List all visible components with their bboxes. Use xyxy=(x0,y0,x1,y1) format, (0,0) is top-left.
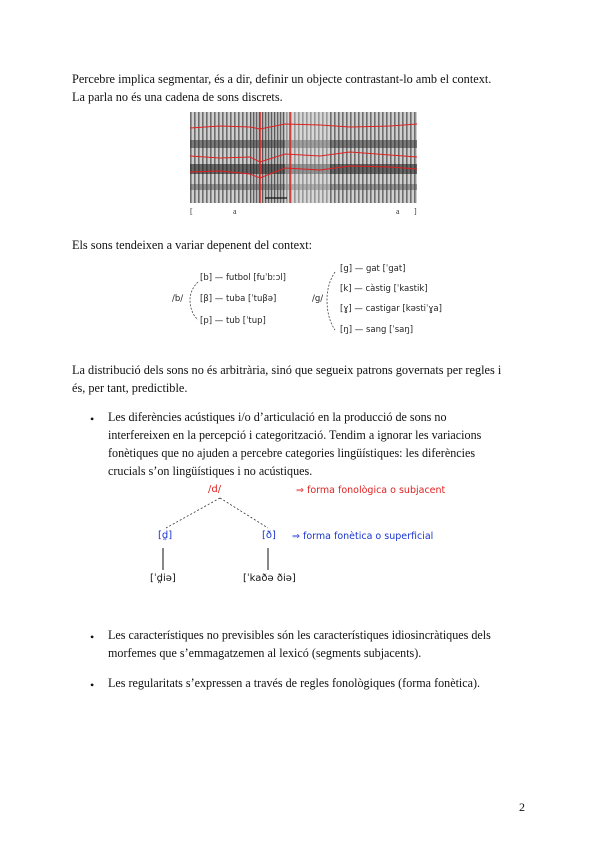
tree-left-allophone: [d̪] xyxy=(158,530,173,541)
paragraph-line: Percebre implica segmentar, és a dir, definir un objecte contrastant-lo amb el context. xyxy=(72,72,492,86)
spectrogram-mark: ] xyxy=(414,207,417,216)
page-number: 2 xyxy=(519,800,525,814)
bullet-line: Les diferències acústiques i/o d’articulació en la producció de sons no xyxy=(108,410,447,424)
bullet-unpredictable-features xyxy=(108,626,528,662)
allophone-row: [p] — tub [ˈtup] xyxy=(200,316,266,326)
allophone-row: [k] — càstig [ˈkastik] xyxy=(340,284,428,294)
tree-right-word: [ˈkaðə ðiə] xyxy=(243,573,296,584)
paragraph-context: Els sons tendeixen a variar depenent del context: xyxy=(72,238,313,252)
bullet-regularities xyxy=(108,674,528,692)
paragraph-line: és, per tant, predictible. xyxy=(72,381,188,395)
bullet-line: fonètiques que no ajuden a percebre categories lingüístiques: les diferències xyxy=(108,446,476,460)
allophone-row: [β] — tuba [ˈtuβə] xyxy=(200,294,277,304)
tree-root-phoneme: /d/ xyxy=(208,484,222,495)
tree-right-allophone: [ð] xyxy=(262,530,276,541)
bullet-line: Les característiques no previsibles són les característiques idiosincràtiques dels xyxy=(108,628,491,642)
bullet-line: Les regularitats s’expressen a través de regles fonològiques (forma fonètica). xyxy=(108,676,481,690)
allophone-row: [b] — futbol [fuˈbːɔl] xyxy=(200,273,286,283)
paragraph-perception xyxy=(72,70,528,106)
spectrogram-mark: a xyxy=(233,207,237,216)
spectrogram-mark: a xyxy=(396,207,400,216)
paragraph-line: La parla no és una cadena de sons discrets. xyxy=(72,90,283,104)
bullet-acoustic-differences xyxy=(108,408,528,480)
paragraph-distribution xyxy=(72,361,528,397)
allophone-row: [ɣ] — castigar [kəstiˈɣa] xyxy=(340,304,442,314)
bullet-marker: • xyxy=(90,412,95,426)
allophone-row: [g] — gat [ˈgat] xyxy=(340,264,406,274)
allophone-row: [ŋ] — sang [ˈsaŋ] xyxy=(340,325,414,335)
bullet-marker: • xyxy=(90,630,95,644)
spectrogram-mark: [ xyxy=(190,207,193,216)
phonological-form-note: ⇒ forma fonològica o subjacent xyxy=(296,485,446,496)
bullet-marker: • xyxy=(90,678,95,692)
tree-left-word: [ˈd̪iə] xyxy=(150,573,176,584)
phonetic-form-note: ⇒ forma fonètica o superficial xyxy=(292,531,434,542)
phoneme-g: /g/ xyxy=(312,294,324,304)
phoneme-b: /b/ xyxy=(172,294,184,304)
bullet-line: morfemes que s’emmagatzemen al lexicó (segments subjacents). xyxy=(108,646,422,660)
paragraph-line: La distribució dels sons no és arbitrària, sinó que segueix patrons governats per regles i xyxy=(72,363,502,377)
bullet-line: interfereixen en la percepció i categorització. Tendim a ignorar les variacions xyxy=(108,428,482,442)
bullet-line: crucials s’on lingüístiques i no acústiques. xyxy=(108,464,313,478)
spectrogram-figure xyxy=(190,112,417,203)
